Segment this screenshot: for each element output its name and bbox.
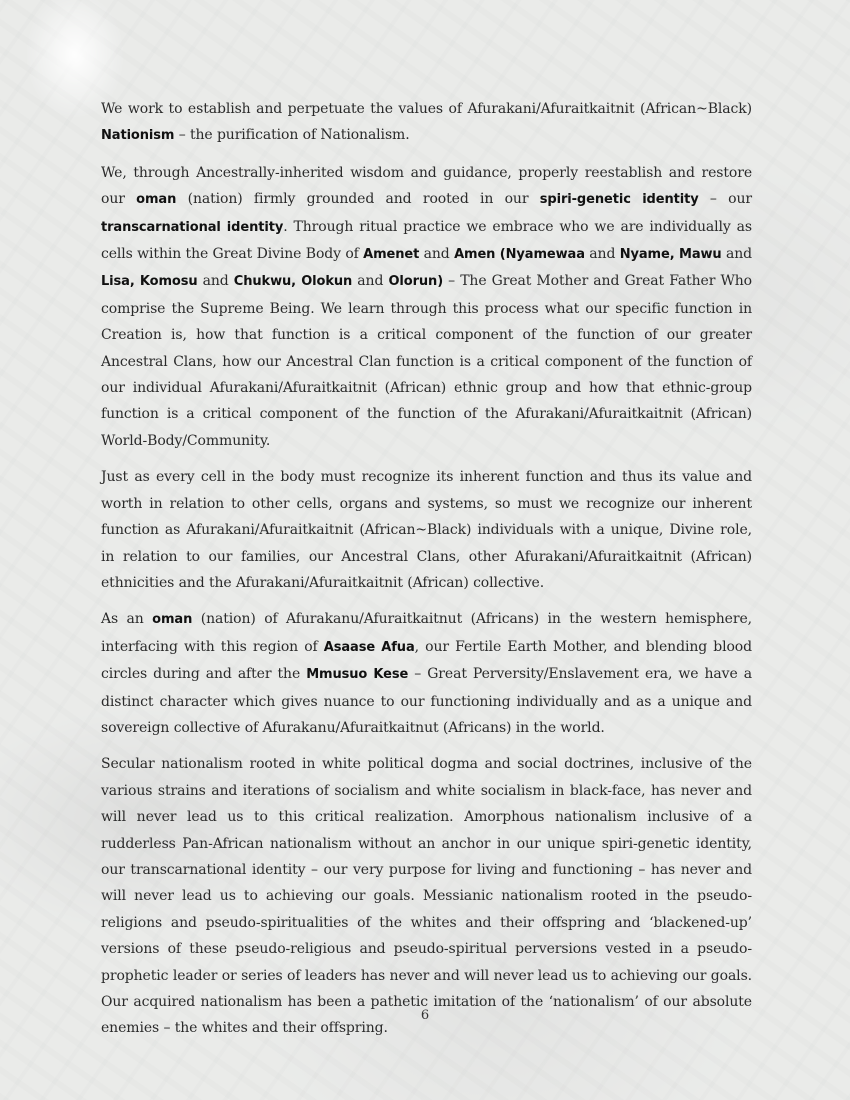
text-run: and <box>419 246 455 263</box>
text-run: , our Fertile Earth Mother, and blending blood circles during and after the <box>101 638 752 683</box>
bold-term: Amen (Nyamewaa <box>454 247 585 263</box>
text-run: (nation) firmly grounded and rooted in our <box>176 191 540 208</box>
text-run: Just as every cell in the body must recognize its inherent function and thus its value and worth in relation to other cells, organs and systems, so must we recognize our inherent function as Afurakani/Afuraitkaitnit (African~Black) individuals with a unique, Divine role, in relation to our families, our Ancestral Clans, other Afurakani/Afuraitkaitnit (African) ethnicities and the Afurakani/Afuraitkaitnit (African) collective. <box>101 469 752 591</box>
text-run: and <box>721 246 752 263</box>
bold-term: oman <box>136 192 177 208</box>
text-run: We work to establish and perpetuate the values of Afurakani/Afuraitkaitnit (African~Black) <box>101 101 752 117</box>
text-run: – Great Perversity/Enslavement era, we have a distinct character which gives nuance to our functioning individually and as a unique and sovereign collective of Afurakanu/Afuraitkaitnut (Africans) in the world. <box>101 666 752 736</box>
bold-term: Amenet <box>363 247 420 263</box>
paragraph-western-hemisphere <box>101 606 752 741</box>
bold-term: spiri-genetic identity <box>539 192 699 208</box>
bold-term: Mmusuo Kese <box>306 667 409 683</box>
text-run: As an <box>101 611 153 628</box>
text-run: We, through Ancestrally-inherited wisdom and guidance, properly reestablish and restore our <box>101 164 752 208</box>
bold-term: transcarnational identity <box>101 219 284 235</box>
page-number: 6 <box>420 1008 430 1023</box>
paragraph-nationism <box>101 96 752 150</box>
text-run: Secular nationalism rooted in white political dogma and social doctrines, inclusive of the various strains and iterations of socialism and white socialism in black-face, has never and will never lead us to this critical realization. Amorphous nationalism inclusive of a rudderless Pan-African nationalism without an anchor in our unique spiri-genetic identity, our transcarnational identity – our very purpose for living and functioning – has never and will never lead us to achieving our goals. Messianic nationalism rooted in the pseudo-religions and pseudo-spiritualities of the whites and their offspring and ‘blackened-up’ versions of these pseudo-religious and pseudo-spiritual perversions vested in a pseudo-prophetic leader or series of leaders has never and will never lead us to achieving our goals. Our acquired nationalism has been a pathetic imitation of the ‘nationalism’ of our absolute enemies – the whites and their offspring. <box>101 756 752 1037</box>
text-run: (nation) of Afurakanu/Afuraitkaitnut (Africans) in the western hemisphere, interfacing with this region of <box>101 611 752 655</box>
bold-term: Asaase Afua <box>323 639 415 655</box>
text-run: and <box>584 246 620 263</box>
bold-term: Chukwu, Olokun <box>233 274 353 290</box>
bold-term: Nyame, Mawu <box>619 247 722 263</box>
text-run: and <box>197 273 234 290</box>
bold-term: Olorun) <box>388 274 444 290</box>
text-run: . Through ritual practice we embrace who we are individually as cells within the Great Divine Body of <box>101 218 752 263</box>
document-body <box>101 96 752 1052</box>
paragraph-secular-nationalism <box>101 751 752 1041</box>
bold-term: Nationism <box>101 128 175 144</box>
paragraph-oman-identity <box>101 160 752 454</box>
text-run: – The Great Mother and Great Father Who comprise the Supreme Being. We learn through this process what our specific function in Creation is, how that function is a critical component of the function of our greater Ancestral Clans, how our Ancestral Clan function is a critical component of the function of our individual Afurakani/Afuraitkaitnit (African) ethnic group and how that ethnic-group function is a critical component of the function of the Afurakani/Afuraitkaitnit (African) World-Body/Community. <box>101 273 752 449</box>
text-run: – the purification of Nationalism. <box>174 127 410 144</box>
paragraph-cell-function <box>101 464 752 596</box>
bold-term: Lisa, Komosu <box>101 274 198 290</box>
text-run: and <box>352 273 389 290</box>
bold-term: oman <box>152 612 193 628</box>
text-run: – our <box>698 191 752 208</box>
